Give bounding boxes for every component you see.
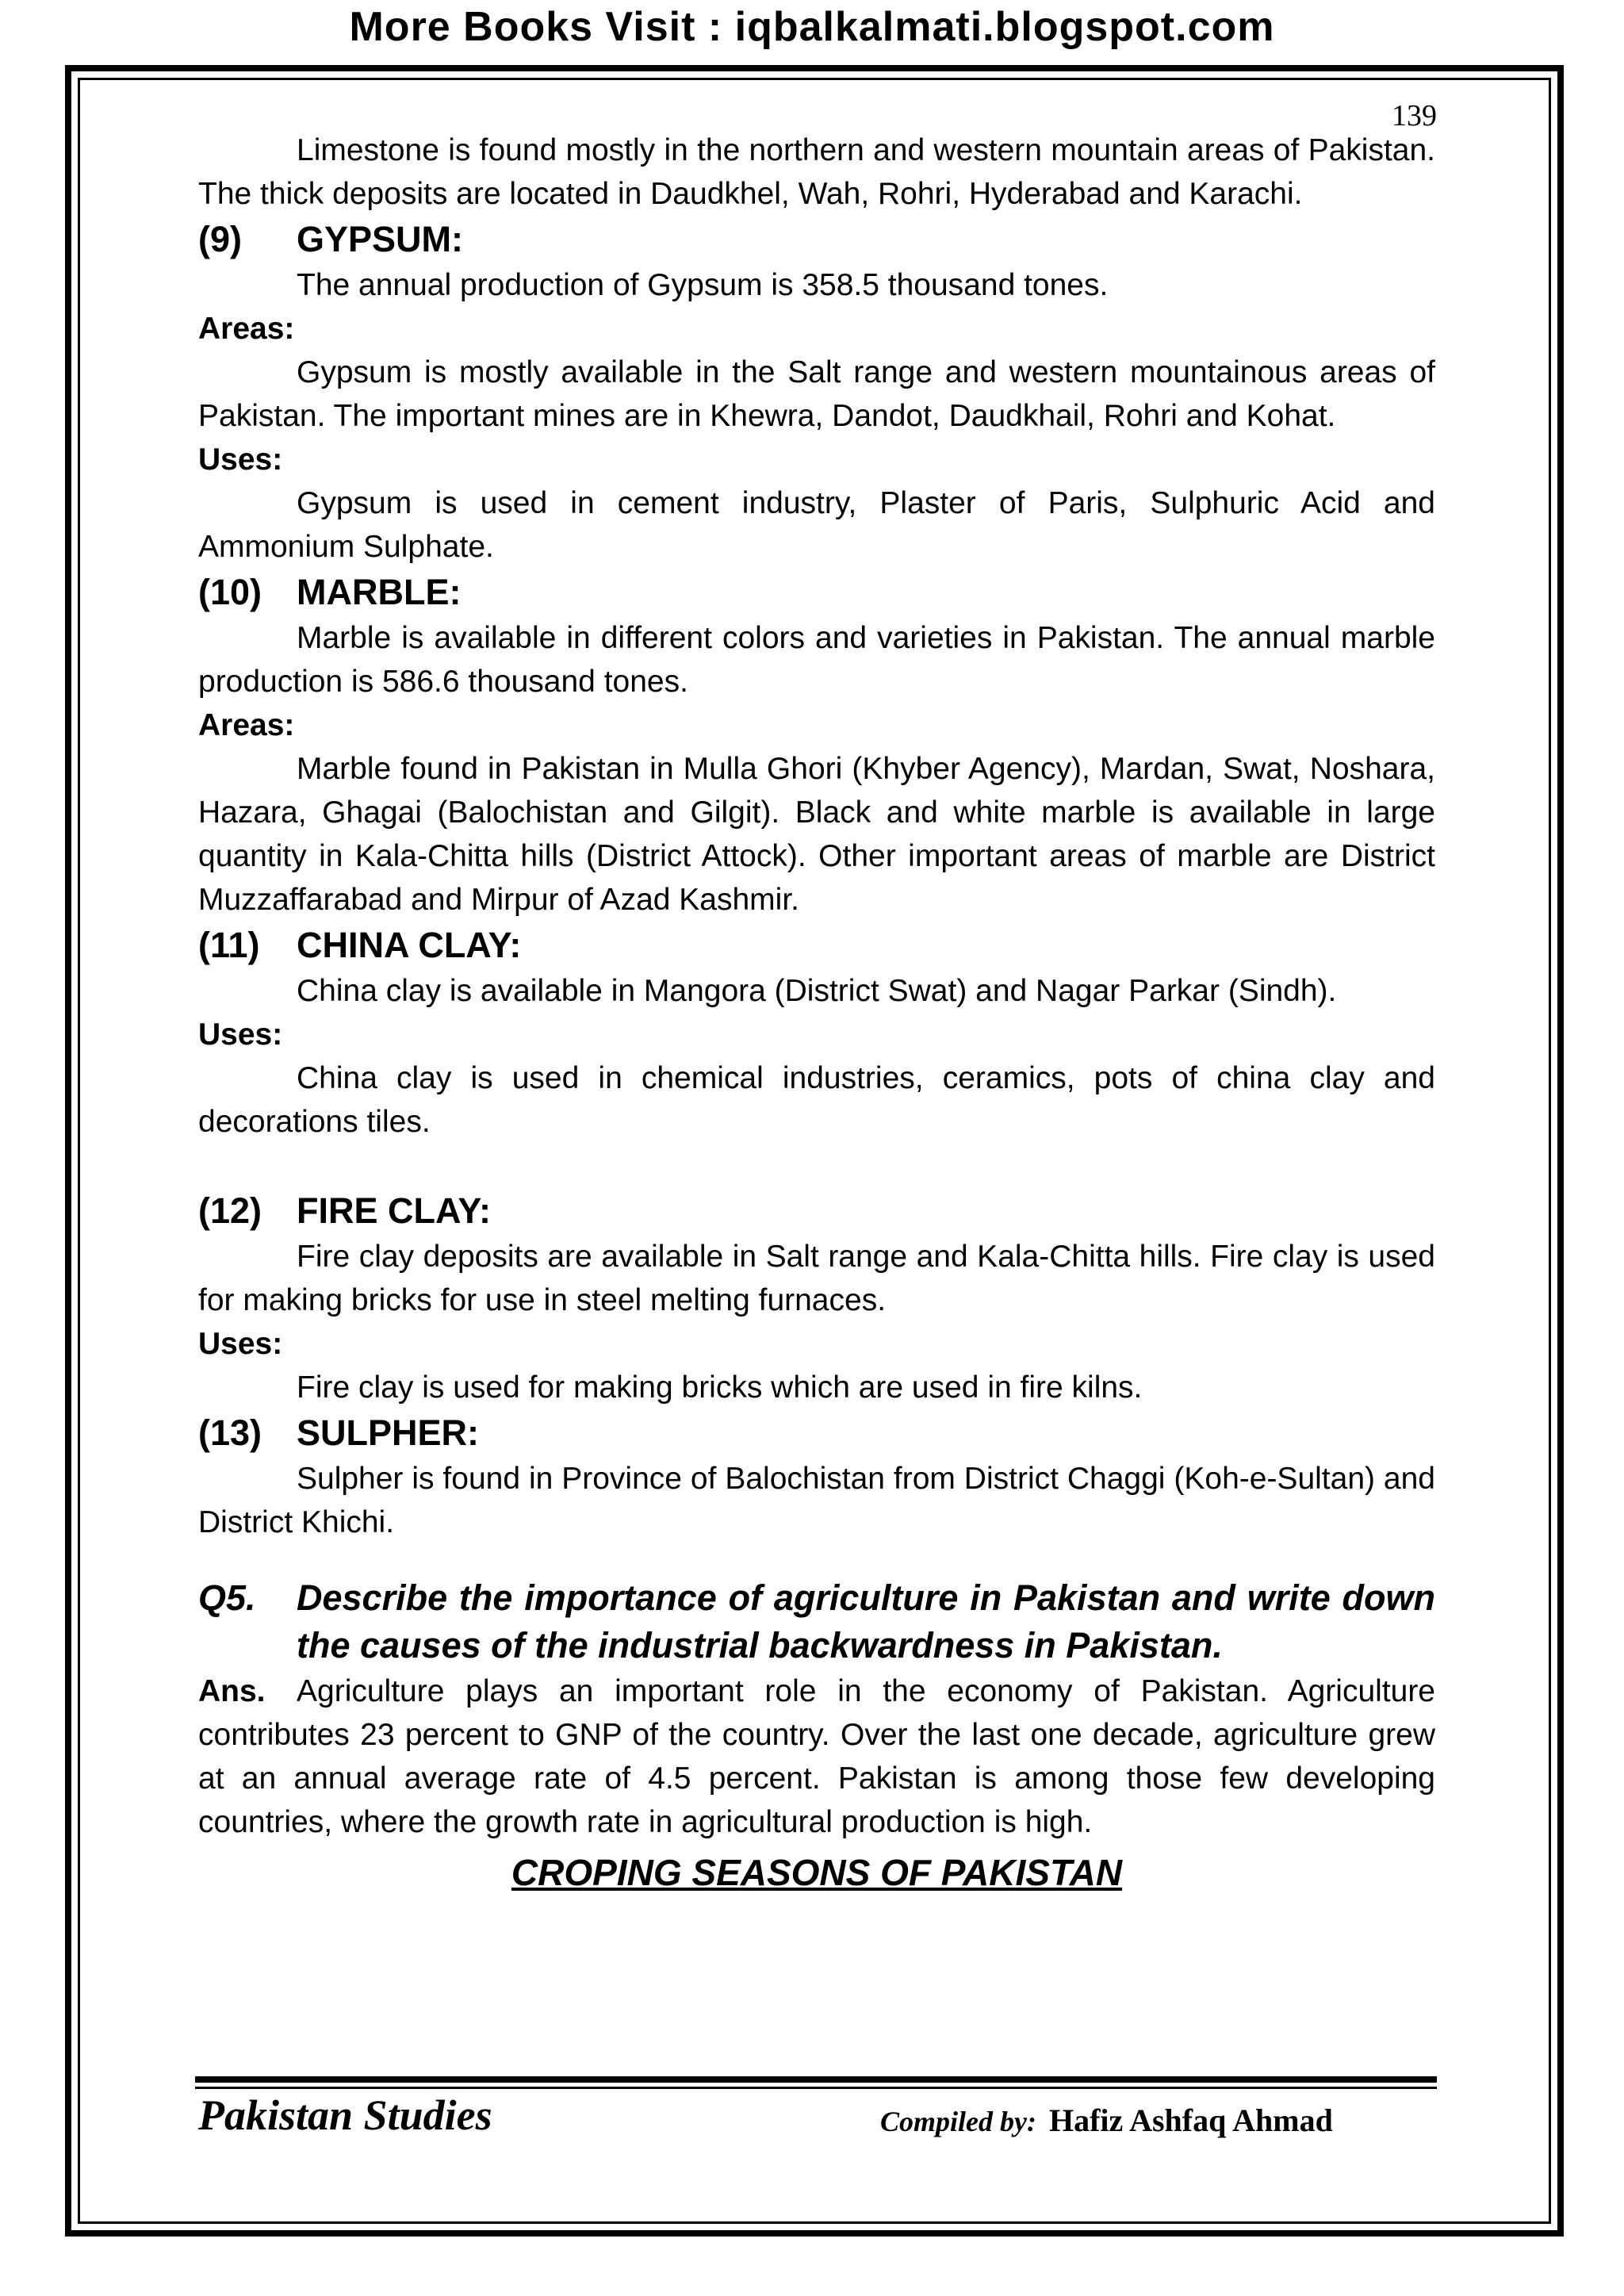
gypsum-uses-label: Uses: [198, 443, 283, 477]
question-text: Describe the importance of agriculture in Pakistan and write down the causes of the industrial backwardness in Pakistan. [297, 1577, 1435, 1665]
marble-areas-label: Areas: [198, 708, 295, 742]
website-banner: More Books Visit : iqbalkalmati.blogspot.com [349, 4, 1275, 50]
footer-rule-thin [195, 2087, 1437, 2089]
sulpher-heading [198, 1409, 1435, 1457]
section-title: CROPING SEASONS OF PAKISTAN [511, 1852, 1123, 1893]
sulpher-number: (13) [198, 1412, 262, 1453]
footer-credit [880, 2102, 1333, 2139]
page-number: 139 [1392, 99, 1437, 132]
answer-text: Agriculture plays an important role in the economy of Pakistan. Agriculture contributes 23 percent to GNP of the country. Over the last one decade, agriculture grew at an annual average rate of 4.5 percent. Pakistan is among those few developing countries, where the growth rate in agricultural production is high. [198, 1674, 1435, 1839]
sulpher-title: SULPHER: [297, 1412, 480, 1453]
spacer [198, 1144, 1435, 1187]
china-clay-uses: China clay is used in chemical industries, ceramics, pots of china clay and decorations tiles. [198, 1061, 1435, 1139]
gypsum-areas-label: Areas: [198, 312, 295, 346]
gypsum-heading [198, 216, 1435, 263]
fire-clay-intro: Fire clay deposits are available in Salt range and Kala-Chitta hills. Fire clay is used for making bricks for use in steel melting furnaces. [198, 1240, 1435, 1317]
gypsum-production: The annual production of Gypsum is 358.5 thousand tones. [297, 268, 1109, 302]
marble-intro: Marble is available in different colors and varieties in Pakistan. The annual marble production is 586.6 thousand tones. [198, 621, 1435, 699]
limestone-paragraph: Limestone is found mostly in the northern and western mountain areas of Pakistan. The thick deposits are located in Daudkhel, Wah, Rohri, Hyderabad and Karachi. [198, 133, 1435, 211]
fire-clay-heading [198, 1187, 1435, 1235]
fire-clay-number: (12) [198, 1190, 262, 1231]
footer-rule-thick [195, 2076, 1437, 2083]
page-content [198, 128, 1435, 1898]
gypsum-number: (9) [198, 219, 242, 259]
fire-clay-title: FIRE CLAY: [297, 1190, 492, 1231]
gypsum-areas: Gypsum is mostly available in the Salt range and western mountainous areas of Pakistan. The important mines are in Khewra, Dandot, Daudkhail, Rohri and Kohat. [198, 355, 1435, 433]
fire-clay-uses: Fire clay is used for making bricks which are used in fire kilns. [297, 1370, 1143, 1405]
marble-areas: Marble found in Pakistan in Mulla Ghori (Khyber Agency), Mardan, Swat, Noshara, Hazara, Ghagai (Balochistan and Gilgit). Black and white marble is available in large quantity in Kala-Chitta hills (District Attock). Other important areas of marble are District Muzzaffarabad and Mirpur of Azad Kashmir. [198, 752, 1435, 917]
marble-heading [198, 569, 1435, 616]
answer-label: Ans. [198, 1674, 266, 1708]
china-clay-intro: China clay is available in Mangora (District Swat) and Nagar Parkar (Sindh). [297, 974, 1337, 1008]
marble-number: (10) [198, 572, 262, 612]
gypsum-title: GYPSUM: [297, 219, 464, 259]
fire-clay-uses-label: Uses: [198, 1327, 283, 1361]
question-5 [198, 1574, 1435, 1669]
author-name: Hafiz Ashfaq Ahmad [1048, 2102, 1333, 2138]
china-clay-uses-label: Uses: [198, 1018, 283, 1052]
china-clay-title: CHINA CLAY: [297, 925, 522, 965]
gypsum-uses: Gypsum is used in cement industry, Plaster of Paris, Sulphuric Acid and Ammonium Sulphate. [198, 486, 1435, 564]
footer-book-title: Pakistan Studies [198, 2091, 492, 2139]
answer-paragraph [198, 1669, 1435, 1844]
china-clay-number: (11) [198, 925, 260, 965]
sulpher-intro: Sulpher is found in Province of Balochistan from District Chaggi (Koh-e-Sultan) and District Khichi. [198, 1462, 1435, 1539]
question-number: Q5. [198, 1577, 256, 1618]
compiled-by-label: Compiled by: [880, 2106, 1036, 2137]
china-clay-heading [198, 922, 1435, 969]
marble-title: MARBLE: [297, 572, 462, 612]
